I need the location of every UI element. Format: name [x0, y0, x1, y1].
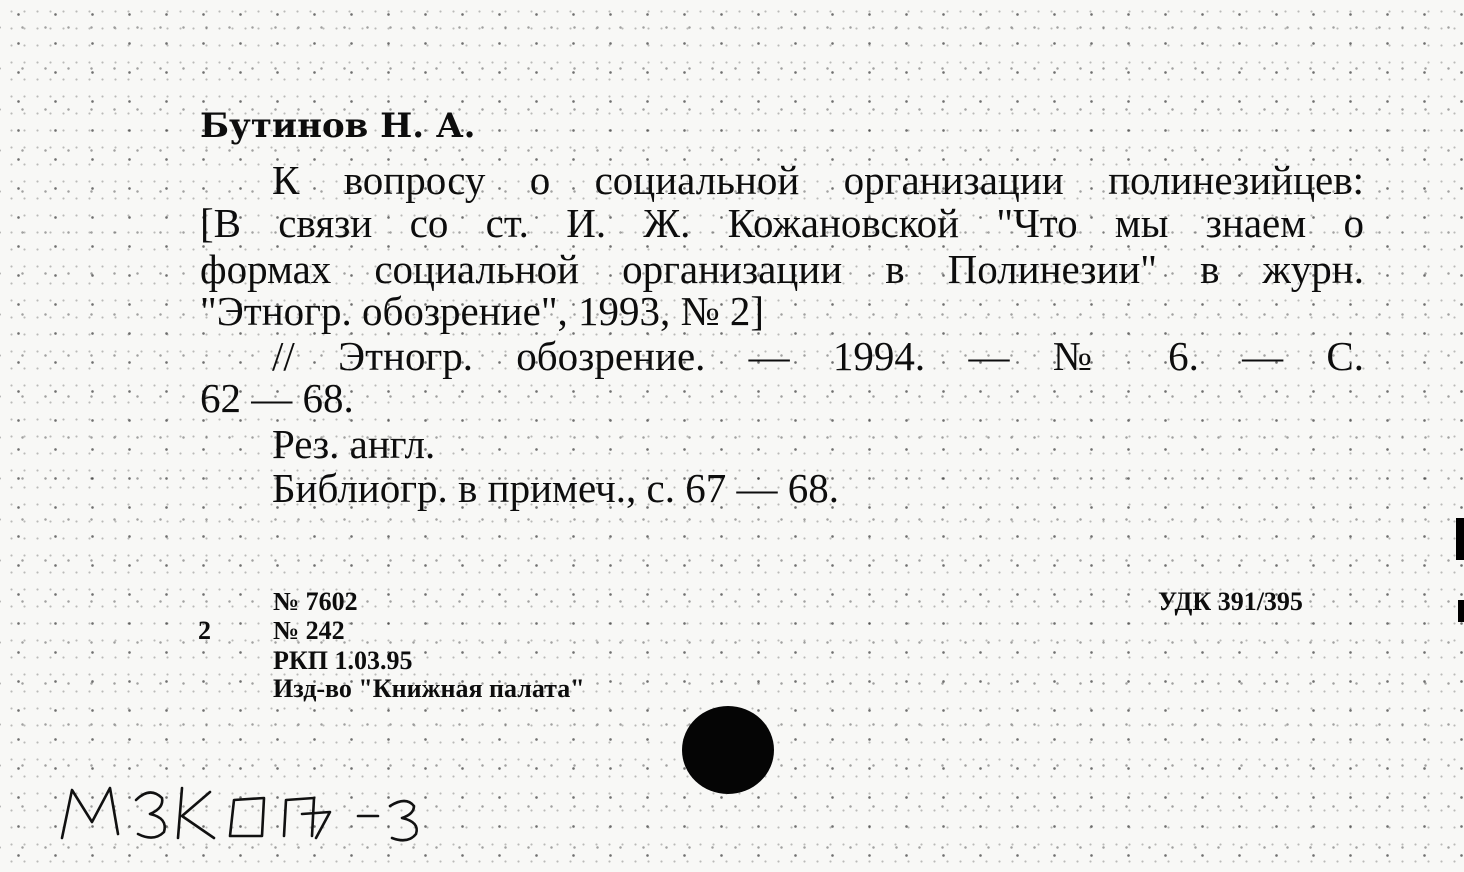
- edge-mark: [1456, 518, 1464, 560]
- card-publisher: Изд-во "Книжная палата": [273, 674, 585, 703]
- card-rkp-date: РКП 1.03.95: [273, 646, 413, 675]
- card-source-line-2: 62 — 68.: [200, 375, 354, 421]
- card-author: Бутинов Н. А.: [200, 106, 476, 146]
- card-number-2: № 242: [273, 616, 345, 645]
- handwritten-code: [58, 778, 428, 848]
- card-source-line-1: [272, 333, 1364, 379]
- card-copy-count: 2: [198, 616, 211, 645]
- source-line-text: // Этногр. обозрение. — 1994. — № 6. — С.: [272, 333, 1364, 379]
- card-udk: УДК 391/395: [1158, 587, 1303, 616]
- title-line-text: формах социальной организации в Полинезии" в журн.: [200, 246, 1364, 292]
- card-title-line-4: "Этногр. обозрение", 1993, № 2]: [200, 288, 765, 334]
- card-title-line-1: [272, 157, 1364, 203]
- title-line-text: К вопросу о социальной организации полинезийцев:: [272, 157, 1364, 203]
- title-line-text: [В связи со ст. И. Ж. Кожановской "Что мы знаем о: [200, 200, 1364, 246]
- punch-hole-dot: [682, 706, 774, 794]
- card-title-line-3: [200, 246, 1364, 292]
- handwritten-code-drawing: [58, 778, 428, 848]
- card-number-1: № 7602: [273, 587, 358, 616]
- card-summary-note: Рез. англ.: [272, 421, 436, 467]
- card-title-line-2: [200, 200, 1364, 246]
- edge-mark: [1458, 600, 1464, 622]
- handwritten-code-text: [58, 778, 62, 779]
- card-bibliography-note: Библиогр. в примеч., с. 67 — 68.: [272, 465, 839, 511]
